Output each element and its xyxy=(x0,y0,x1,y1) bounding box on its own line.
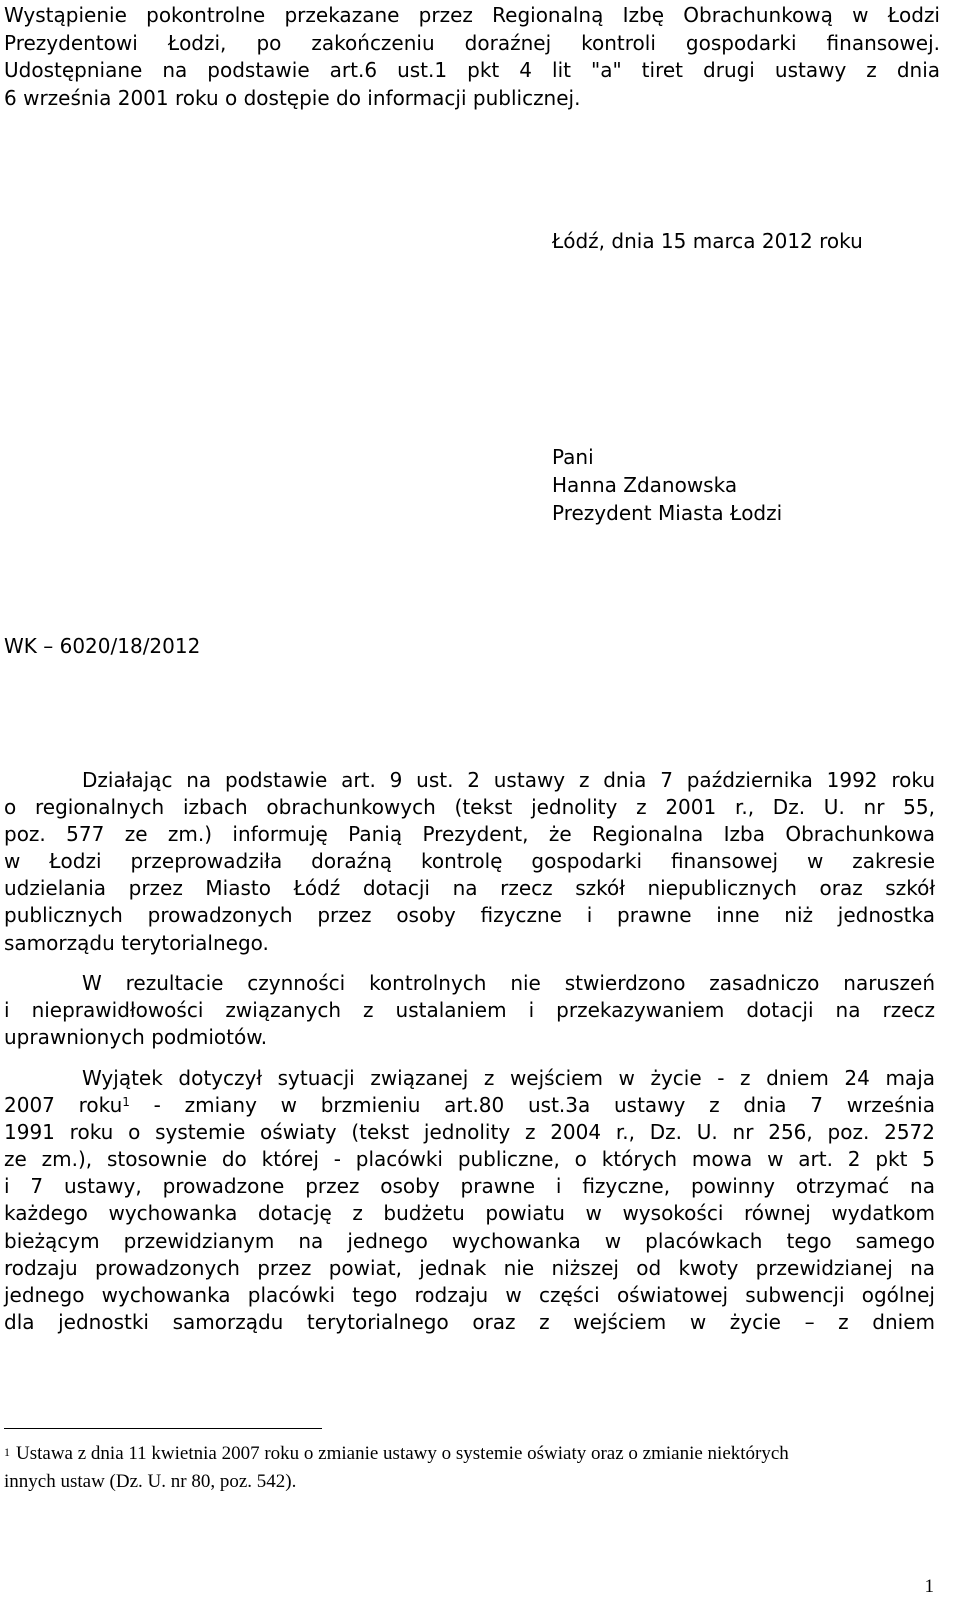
paragraph-line: i 7 ustawy, prowadzone przez osoby prawne i fizyczne, powinny otrzymać na xyxy=(4,1174,935,1199)
footnote-line: innych ustaw (Dz. U. nr 80, poz. 542). xyxy=(4,1471,297,1492)
header-line: Wystąpienie pokontrolne przekazane przez Regionalną Izbę Obrachunkową w Łodzi xyxy=(4,3,940,27)
paragraph-legal-basis xyxy=(4,767,935,957)
recipient-block xyxy=(552,443,782,527)
recipient-salutation: Pani xyxy=(552,445,594,469)
paragraph-line: rodzaju prowadzonych przez powiat, jednak nie niższej od kwoty przewidzianej na xyxy=(4,1255,935,1280)
paragraph-text: - zmiany w brzmieniu art.80 ust.3a ustawy z dnia 7 września xyxy=(129,1093,935,1118)
paragraph-line: i nieprawidłowości związanych z ustalaniem i przekazywaniem dotacji na rzecz xyxy=(4,998,935,1023)
paragraph-line: 1991 roku o systemie oświaty (tekst jednolity z 2004 r., Dz. U. nr 256, poz. 2572 xyxy=(4,1120,935,1145)
publication-header xyxy=(4,2,940,112)
paragraph-exception xyxy=(4,1065,935,1336)
paragraph-line: W rezultacie czynności kontrolnych nie stwierdzono zasadniczo naruszeń xyxy=(82,971,935,995)
paragraph-line: udzielania przez Miasto Łódź dotacji na rzecz szkół niepublicznych oraz szkół xyxy=(4,876,935,901)
paragraph-line: w Łodzi przeprowadziła doraźną kontrolę gospodarki finansowej w zakresie xyxy=(4,849,935,874)
paragraph-line-with-footnote xyxy=(4,1092,935,1119)
reference-number: WK – 6020/18/2012 xyxy=(4,634,201,658)
paragraph-line: jednego wychowanka placówki tego rodzaju w części oświatowej subwencji ogólnej xyxy=(4,1282,935,1307)
footnote-separator xyxy=(4,1428,322,1429)
paragraph-line: o regionalnych izbach obrachunkowych (tekst jednolity z 2001 r., Dz. U. nr 55, xyxy=(4,795,935,820)
paragraph-line: publicznych prowadzonych przez osoby fizyczne i prawne inne niż jednostka xyxy=(4,903,935,928)
footnote-marker: 1 xyxy=(4,1445,10,1459)
footnote xyxy=(4,1440,934,1496)
recipient-name: Hanna Zdanowska xyxy=(552,473,738,497)
paragraph-line: dla jednostki samorządu terytorialnego oraz z wejściem w życie – z dniem xyxy=(4,1309,935,1334)
paragraph-line: ze zm.), stosownie do której - placówki publiczne, o których mowa w art. 2 pkt 5 xyxy=(4,1147,935,1172)
paragraph-line: każdego wychowanka dotację z budżetu powiatu w wysokości równej wydatkom xyxy=(4,1201,935,1226)
footnote-text: Ustawa z dnia 11 kwietnia 2007 roku o zmianie ustawy o systemie oświaty oraz o zmianie niektórych xyxy=(16,1443,789,1464)
footnote-line xyxy=(4,1440,934,1468)
paragraph-line: uprawnionych podmiotów. xyxy=(4,1025,268,1050)
paragraph-line: samorządu terytorialnego. xyxy=(4,930,269,955)
header-line: 6 września 2001 roku o dostępie do informacji publicznej. xyxy=(4,85,581,110)
page-number: 1 xyxy=(924,1576,934,1597)
header-line: Udostępniane na podstawie art.6 ust.1 pkt 4 lit "a" tiret drugi ustawy z dnia xyxy=(4,58,940,82)
header-line: Prezydentowi Łodzi, po zakończeniu doraźnej kontroli gospodarki finansowej. xyxy=(4,30,940,55)
paragraph-line: bieżącym przewidzianym na jednego wychowanka w placówkach tego samego xyxy=(4,1228,935,1253)
paragraph-results xyxy=(4,970,935,1051)
recipient-title: Prezydent Miasta Łodzi xyxy=(552,501,783,525)
paragraph-line: Działając na podstawie art. 9 ust. 2 ustawy z dnia 7 października 1992 roku xyxy=(82,768,935,792)
date-line: Łódź, dnia 15 marca 2012 roku xyxy=(552,229,863,253)
footnote-reference[interactable]: 1 xyxy=(122,1095,130,1110)
paragraph-line: Wyjątek dotyczył sytuacji związanej z wejściem w życie - z dniem 24 maja xyxy=(82,1066,935,1090)
paragraph-text: 2007 roku xyxy=(4,1093,123,1118)
paragraph-line: poz. 577 ze zm.) informuję Panią Prezydent, że Regionalna Izba Obrachunkowa xyxy=(4,822,935,847)
